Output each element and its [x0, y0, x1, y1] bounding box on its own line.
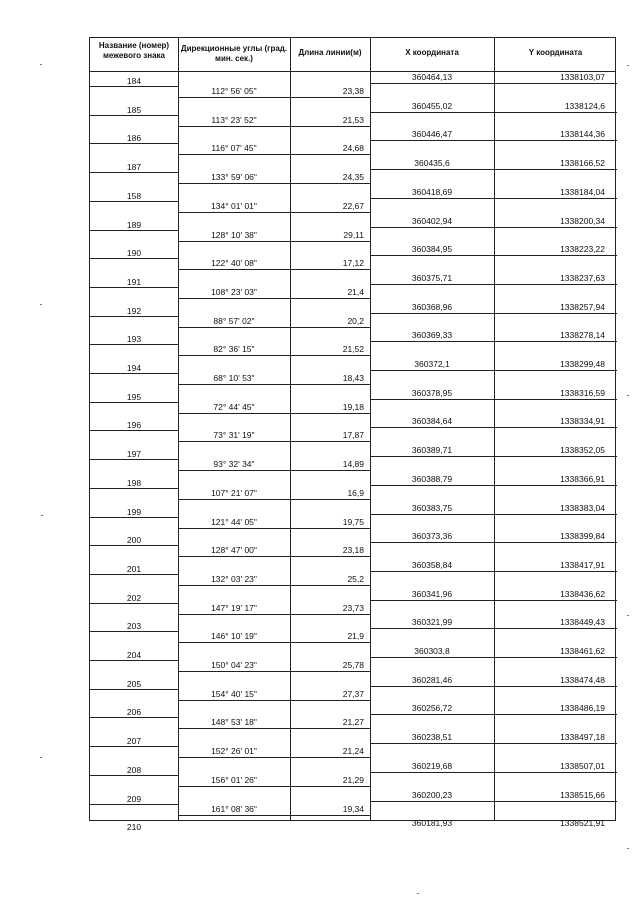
- line-length: 19,18: [342, 401, 364, 412]
- line-length: 20,2: [347, 315, 364, 326]
- x-coordinate: 360303,8: [414, 646, 450, 656]
- point-rule: [90, 660, 178, 661]
- coord-rule: [370, 198, 617, 199]
- header-point-name: Название (номер) межевого знака: [98, 41, 170, 60]
- x-coordinate: 360372,1: [414, 359, 450, 369]
- y-coordinate: 1338299,48: [560, 359, 605, 369]
- segment-rule: [178, 413, 370, 414]
- segment-rule: [178, 154, 370, 155]
- point-rule: [90, 344, 178, 345]
- line-length: 29,11: [343, 229, 364, 240]
- y-coordinate: 1338334,91: [560, 416, 605, 427]
- direction-angle: 132° 03' 23": [211, 573, 257, 584]
- segment-rule: [178, 241, 370, 242]
- x-coordinate: 360358,84: [411, 559, 453, 570]
- coord-rule: [370, 227, 617, 228]
- segment-rule: [178, 585, 370, 586]
- line-length: 18,43: [342, 373, 364, 383]
- point-rule: [90, 459, 178, 460]
- line-length: 23,73: [342, 602, 364, 613]
- coord-rule: [370, 399, 617, 400]
- segment-rule: [178, 470, 370, 471]
- scan-speck: [627, 615, 629, 616]
- line-length: 27,37: [342, 688, 364, 699]
- line-length: 22,67: [342, 200, 364, 211]
- direction-angle: 150° 04' 23": [211, 660, 257, 670]
- point-name: 200: [126, 535, 142, 546]
- coord-rule: [370, 284, 617, 285]
- y-coordinate: 1338257,94: [560, 301, 605, 312]
- direction-angle: 122° 40' 08": [211, 258, 257, 269]
- point-name: 194: [126, 363, 142, 373]
- scan-speck: [41, 515, 43, 516]
- direction-angle: 133° 59' 06": [211, 172, 257, 183]
- direction-angle: 107° 21' 07": [211, 487, 257, 498]
- segment-rule: [178, 815, 370, 816]
- point-rule: [90, 631, 178, 632]
- point-name: 187: [126, 162, 142, 173]
- segment-rule: [178, 499, 370, 500]
- x-coordinate: 360435,6: [414, 158, 450, 169]
- direction-angle: 148° 53' 18": [211, 717, 257, 728]
- direction-angle: 154° 40' 15": [211, 688, 257, 699]
- direction-angle: 93° 32' 34": [213, 459, 255, 470]
- direction-angle: 82° 36' 15": [213, 344, 255, 355]
- line-length: 21,29: [342, 774, 364, 785]
- header-y-coordinate: Y координата: [528, 48, 583, 57]
- y-coordinate: 1338223,22: [560, 244, 605, 255]
- coord-rule: [370, 801, 617, 802]
- segment-rule: [178, 671, 370, 672]
- y-coordinate: 1338184,04: [560, 186, 605, 197]
- point-name: 205: [126, 678, 142, 689]
- coord-rule: [370, 255, 617, 256]
- line-length: 21,53: [342, 114, 364, 125]
- segment-rule: [178, 183, 370, 184]
- coord-rule: [370, 772, 617, 773]
- x-coordinate: 360238,51: [411, 732, 453, 743]
- line-length: 23,18: [342, 545, 364, 556]
- segment-rule: [178, 642, 370, 643]
- y-coordinate: 1338237,63: [560, 272, 605, 283]
- coord-rule: [370, 542, 617, 543]
- point-name: 201: [126, 563, 142, 574]
- segment-rule: [178, 269, 370, 270]
- segment-rule: [178, 614, 370, 615]
- point-rule: [90, 804, 178, 805]
- direction-angle: 146° 10' 19": [211, 631, 257, 642]
- direction-angle: 128° 10' 38": [211, 229, 257, 240]
- y-coordinate: 1338436,62: [560, 588, 605, 599]
- point-name: 196: [126, 420, 142, 431]
- direction-angle: 116° 07' 45": [211, 143, 257, 154]
- point-rule: [90, 402, 178, 403]
- point-rule: [90, 258, 178, 259]
- x-coordinate: 360200,23: [411, 789, 453, 800]
- coord-rule: [370, 686, 617, 687]
- point-name: 198: [126, 477, 142, 488]
- line-length: 25,2: [347, 573, 364, 584]
- x-coordinate: 360378,95: [411, 387, 453, 398]
- point-rule: [90, 717, 178, 718]
- point-rule: [90, 574, 178, 575]
- point-name: 185: [126, 104, 142, 115]
- coord-rule: [370, 743, 617, 744]
- point-rule: [90, 230, 178, 231]
- segment-rule: [178, 97, 370, 98]
- point-rule: [90, 517, 178, 518]
- y-coordinate: 1338278,14: [560, 330, 605, 341]
- point-name: 195: [126, 391, 142, 402]
- scan-speck: [627, 65, 629, 66]
- y-coordinate: 1338166,52: [560, 158, 605, 169]
- x-coordinate: 360368,96: [411, 301, 453, 312]
- y-coordinate: 1338124,6: [564, 100, 605, 111]
- point-rule: [90, 316, 178, 317]
- header-direction-angle: Дирекционные углы (град. мин. сек.): [180, 44, 288, 63]
- direction-angle: 113° 23' 52": [211, 114, 257, 125]
- coord-rule: [370, 485, 617, 486]
- point-name: 203: [126, 621, 142, 632]
- x-coordinate: 360219,68: [411, 760, 453, 771]
- segment-rule: [178, 298, 370, 299]
- x-coordinate: 360418,69: [411, 186, 453, 197]
- direction-angle: 152° 26' 01": [211, 746, 257, 757]
- y-coordinate: 1338316,59: [560, 387, 605, 398]
- point-name: 202: [126, 592, 142, 603]
- coord-rule: [370, 657, 617, 658]
- segment-rule: [178, 700, 370, 701]
- point-rule: [90, 430, 178, 431]
- point-name: 199: [126, 506, 142, 517]
- line-length: 23,38: [342, 86, 364, 96]
- line-length: 25,78: [342, 660, 364, 670]
- segment-rule: [178, 212, 370, 213]
- x-coordinate: 360446,47: [411, 129, 453, 140]
- x-coordinate: 360181,93: [411, 818, 453, 829]
- point-name: 197: [126, 449, 142, 460]
- x-coordinate: 360321,99: [411, 617, 453, 628]
- segment-rule: [178, 441, 370, 442]
- line-length: 14,89: [342, 459, 364, 470]
- coord-rule: [370, 571, 617, 572]
- y-coordinate: 1338200,34: [560, 215, 605, 226]
- coord-rule: [370, 112, 617, 113]
- x-coordinate: 360384,64: [411, 416, 453, 427]
- line-length: 24,68: [342, 143, 364, 154]
- y-coordinate: 1338515,66: [560, 789, 605, 800]
- coord-rule: [370, 370, 617, 371]
- y-coordinate: 1338449,43: [560, 617, 605, 628]
- y-coordinate: 1338417,91: [560, 559, 605, 570]
- scan-speck: [417, 893, 419, 894]
- coord-rule: [370, 714, 617, 715]
- segment-rule: [178, 355, 370, 356]
- direction-angle: 108° 23' 03": [211, 286, 257, 297]
- x-coordinate: 360388,79: [411, 473, 453, 484]
- segment-rule: [178, 528, 370, 529]
- x-coordinate: 360384,95: [411, 244, 453, 255]
- segment-rule: [178, 556, 370, 557]
- scan-speck: [627, 395, 629, 396]
- point-rule: [90, 545, 178, 546]
- coord-rule: [370, 313, 617, 314]
- scan-speck: [40, 304, 42, 305]
- coord-rule: [370, 83, 617, 84]
- direction-angle: 112° 56' 05": [211, 86, 257, 96]
- header-line-length: Длина линии(м): [298, 48, 362, 57]
- x-coordinate: 360281,46: [411, 674, 453, 685]
- point-rule: [90, 488, 178, 489]
- point-name: 210: [126, 822, 142, 833]
- point-name: 207: [126, 736, 142, 747]
- y-coordinate: 1338521,91: [560, 818, 605, 829]
- point-rule: [90, 373, 178, 374]
- line-length: 16,9: [347, 487, 364, 498]
- point-name: 189: [126, 219, 142, 230]
- x-coordinate: 360383,75: [411, 502, 453, 513]
- point-rule: [90, 689, 178, 690]
- point-name: 206: [126, 707, 142, 718]
- point-rule: [90, 603, 178, 604]
- x-coordinate: 360402,94: [411, 215, 453, 226]
- header-x-coordinate: X координата: [405, 48, 459, 57]
- segment-rule: [178, 327, 370, 328]
- line-length: 24,35: [342, 172, 364, 183]
- y-coordinate: 1338103,07: [560, 72, 605, 82]
- y-coordinate: 1338366,91: [560, 473, 605, 484]
- line-length: 17,12: [342, 258, 364, 269]
- point-name: 192: [126, 305, 142, 316]
- segment-rule: [178, 728, 370, 729]
- y-coordinate: 1338461,62: [560, 646, 605, 656]
- line-length: 19,75: [342, 516, 364, 527]
- point-name: 184: [126, 76, 142, 86]
- x-coordinate: 360464,13: [411, 72, 453, 82]
- coord-rule: [370, 456, 617, 457]
- scan-speck: [40, 64, 42, 65]
- point-rule: [90, 115, 178, 116]
- coord-rule: [370, 341, 617, 342]
- point-rule: [90, 86, 178, 87]
- y-coordinate: 1338507,01: [560, 760, 605, 771]
- direction-angle: 128° 47' 00": [211, 545, 257, 556]
- point-name: 158: [126, 190, 142, 201]
- x-coordinate: 360373,36: [411, 531, 453, 542]
- point-rule: [90, 775, 178, 776]
- direction-angle: 121° 44' 05": [211, 516, 257, 527]
- coord-rule: [370, 427, 617, 428]
- point-name: 190: [126, 248, 142, 259]
- x-coordinate: 360256,72: [411, 703, 453, 714]
- point-rule: [90, 201, 178, 202]
- point-name: 209: [126, 793, 142, 804]
- y-coordinate: 1338399,84: [560, 531, 605, 542]
- scan-speck: [40, 757, 42, 758]
- y-coordinate: 1338474,48: [560, 674, 605, 685]
- point-rule: [90, 287, 178, 288]
- direction-angle: 68° 10' 53": [213, 373, 255, 383]
- coord-rule: [370, 600, 617, 601]
- point-name: 208: [126, 764, 142, 775]
- coord-rule: [370, 628, 617, 629]
- y-coordinate: 1338352,05: [560, 445, 605, 456]
- direction-angle: 161° 08' 36": [211, 803, 257, 814]
- point-rule: [90, 172, 178, 173]
- point-name: 191: [126, 276, 142, 287]
- direction-angle: 88° 57' 02": [213, 315, 255, 326]
- segment-rule: [178, 126, 370, 127]
- survey-coordinates-table: [89, 37, 616, 833]
- y-coordinate: 1338497,18: [560, 732, 605, 743]
- x-coordinate: 360455,02: [411, 100, 453, 111]
- coord-rule: [370, 140, 617, 141]
- x-coordinate: 360369,33: [411, 330, 453, 341]
- coord-rule: [370, 169, 617, 170]
- x-coordinate: 360389,71: [411, 445, 453, 456]
- x-coordinate: 360375,71: [411, 272, 453, 283]
- point-name: 193: [126, 334, 142, 345]
- line-length: 17,87: [342, 430, 364, 441]
- x-coordinate: 360341,96: [411, 588, 453, 599]
- direction-angle: 156° 01' 26": [211, 774, 257, 785]
- y-coordinate: 1338144,36: [560, 129, 605, 140]
- line-length: 21,52: [342, 344, 364, 355]
- direction-angle: 73° 31' 19": [213, 430, 255, 441]
- line-length: 21,27: [342, 717, 364, 728]
- line-length: 21,4: [347, 286, 364, 297]
- line-length: 19,34: [342, 803, 364, 814]
- direction-angle: 134° 01' 01": [211, 200, 257, 211]
- y-coordinate: 1338383,04: [560, 502, 605, 513]
- line-length: 21,24: [342, 746, 364, 757]
- direction-angle: 72° 44' 45": [213, 401, 255, 412]
- point-rule: [90, 746, 178, 747]
- direction-angle: 147° 19' 17": [211, 602, 257, 613]
- point-name: 186: [126, 133, 142, 144]
- line-length: 21,9: [347, 631, 364, 642]
- segment-rule: [178, 786, 370, 787]
- segment-rule: [178, 757, 370, 758]
- point-name: 204: [126, 650, 142, 660]
- scan-speck: [627, 848, 629, 849]
- coord-rule: [370, 514, 617, 515]
- y-coordinate: 1338486,19: [560, 703, 605, 714]
- point-rule: [90, 143, 178, 144]
- segment-rule: [178, 384, 370, 385]
